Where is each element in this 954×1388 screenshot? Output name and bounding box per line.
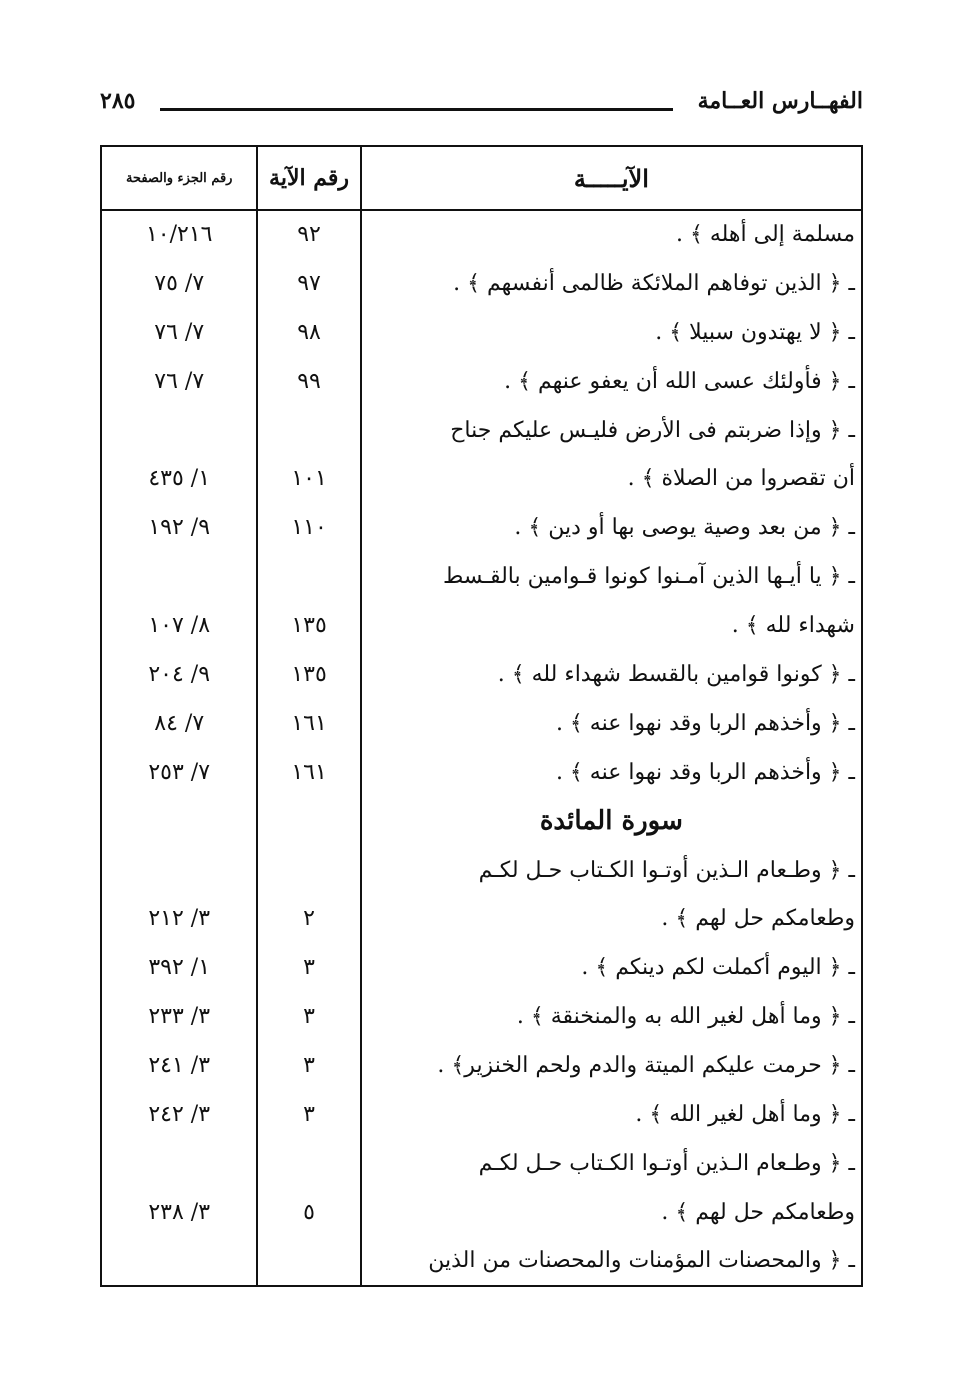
verse-text: ـ ﴿ والمحصنات المؤمنات والمحصنات من الذين (361, 1237, 862, 1286)
verse-text: ـ ﴿ وطـعام الـذين أوتـوا الكـتاب حـل لكـم (361, 846, 862, 895)
verse-text: ـ ﴿ وأخذهم الربا وقد نهوا عنه ﴾ . (361, 699, 862, 748)
ayah-number: ١١٠ (257, 503, 360, 552)
table-row (101, 894, 862, 943)
header-volume-page: رقم الجزء والصفحة (101, 146, 257, 210)
header-ayah-number: رقم الآية (257, 146, 360, 210)
volume-page-ref (101, 846, 257, 895)
volume-page-ref: ٧/ ٧٥ (101, 259, 257, 308)
verse-text: ـ ﴿ وإذا ضربتم فى الأرض فليـس عليكم جناح (361, 406, 862, 455)
running-title: الفهــارس العــامة (697, 88, 863, 114)
volume-page-ref (101, 1237, 257, 1286)
table-row (101, 406, 862, 455)
table-row (101, 601, 862, 650)
volume-page-ref: ٣/ ٢١٢ (101, 894, 257, 943)
volume-page-ref (101, 1139, 257, 1188)
ayah-number (257, 552, 360, 601)
table-row (101, 210, 862, 259)
ayah-number: ٣ (257, 992, 360, 1041)
volume-page-ref: ١/ ٤٣٥ (101, 454, 257, 503)
ayah-number (257, 1139, 360, 1188)
ayah-number: ٢ (257, 894, 360, 943)
volume-page-ref (101, 797, 257, 846)
verse-text: ـ ﴿ وطـعام الـذين أوتـوا الكـتاب حـل لكـم (361, 1139, 862, 1188)
table-row (101, 1041, 862, 1090)
verse-index-table (100, 145, 863, 1287)
verse-text: ـ ﴿ لا يهتدون سبيلا ﴾ . (361, 308, 862, 357)
verse-text: شهداء لله ﴾ . (361, 601, 862, 650)
volume-page-ref (101, 552, 257, 601)
table-row (101, 943, 862, 992)
verse-text: أن تقصروا من الصلاة ﴾ . (361, 454, 862, 503)
volume-page-ref: ٩/ ٢٠٤ (101, 650, 257, 699)
verse-text: ـ ﴿ اليوم أكملت لكم دينكم ﴾ . (361, 943, 862, 992)
ayah-number: ١٣٥ (257, 650, 360, 699)
ayah-number: ٣ (257, 1041, 360, 1090)
table-row (101, 1139, 862, 1188)
verse-text: ـ ﴿ حرمت عليكم الميتة والدم ولحم الخنزير﴾ . (361, 1041, 862, 1090)
table-row (101, 846, 862, 895)
verse-text: ـ ﴿ الذين توفاهم الملائكة ظالمى أنفسهم ﴾ . (361, 259, 862, 308)
verse-text: ـ ﴿ كونوا قوامين بالقسط شهداء لله ﴾ . (361, 650, 862, 699)
verse-text: مسلمة إلى أهله ﴾ . (361, 210, 862, 259)
volume-page-ref: ٣/ ٢٤٢ (101, 1090, 257, 1139)
page-header (100, 86, 863, 126)
ayah-number: ٥ (257, 1188, 360, 1237)
table-row (101, 503, 862, 552)
volume-page-ref: ٧/ ٧٦ (101, 308, 257, 357)
volume-page-ref: ٣/ ٢٣٣ (101, 992, 257, 1041)
verse-text: ـ ﴿ وما أهل لغير الله به والمنخنقة ﴾ . (361, 992, 862, 1041)
verse-text: ـ ﴿ وما أهل لغير الله ﴾ . (361, 1090, 862, 1139)
verse-text: ـ ﴿ من بعد وصية يوصى بها أو دين ﴾ . (361, 503, 862, 552)
surah-heading-row (101, 797, 862, 846)
verse-text: ـ ﴿ يا أيـها الذين آمـنوا كونوا قـوامين بالقـسط (361, 552, 862, 601)
table-row (101, 1090, 862, 1139)
volume-page-ref: ٣/ ٢٤١ (101, 1041, 257, 1090)
table-row (101, 699, 862, 748)
volume-page-ref: ٨/ ١٠٧ (101, 601, 257, 650)
ayah-number: ٩٧ (257, 259, 360, 308)
header-verse: الآيـــــة (361, 146, 862, 210)
ayah-number: ١٦١ (257, 699, 360, 748)
volume-page-ref (101, 406, 257, 455)
surah-title: سورة المائدة (361, 797, 862, 846)
ayah-number (257, 1237, 360, 1286)
volume-page-ref: ٧/ ٨٤ (101, 699, 257, 748)
volume-page-ref: ٣/ ٢٣٨ (101, 1188, 257, 1237)
table-row (101, 1237, 862, 1286)
table-row (101, 748, 862, 797)
header-rule (160, 108, 673, 111)
table-row (101, 308, 862, 357)
ayah-number (257, 797, 360, 846)
table-row (101, 454, 862, 503)
ayah-number: ٩٨ (257, 308, 360, 357)
verse-text: ـ ﴿ فأولئك عسى الله أن يعفو عنهم ﴾ . (361, 357, 862, 406)
table-row (101, 552, 862, 601)
table-row (101, 1188, 862, 1237)
ayah-number: ١٦١ (257, 748, 360, 797)
ayah-number: ٩٢ (257, 210, 360, 259)
verse-text: ـ ﴿ وأخذهم الربا وقد نهوا عنه ﴾ . (361, 748, 862, 797)
volume-page-ref: ١٠/٢١٦ (101, 210, 257, 259)
table-row (101, 357, 862, 406)
volume-page-ref: ٧/ ٧٦ (101, 357, 257, 406)
ayah-number: ٩٩ (257, 357, 360, 406)
table-header-row (101, 146, 862, 210)
verse-text: وطعامكم حل لهم ﴾ . (361, 1188, 862, 1237)
verse-text: وطعامكم حل لهم ﴾ . (361, 894, 862, 943)
table-row (101, 992, 862, 1041)
volume-page-ref: ١/ ٣٩٢ (101, 943, 257, 992)
volume-page-ref: ٩/ ١٩٢ (101, 503, 257, 552)
volume-page-ref: ٧/ ٢٥٣ (101, 748, 257, 797)
ayah-number (257, 846, 360, 895)
table-row (101, 650, 862, 699)
page-number: ٢٨٥ (100, 88, 136, 114)
ayah-number: ٣ (257, 1090, 360, 1139)
ayah-number: ١٠١ (257, 454, 360, 503)
table-row (101, 259, 862, 308)
ayah-number: ١٣٥ (257, 601, 360, 650)
ayah-number (257, 406, 360, 455)
ayah-number: ٣ (257, 943, 360, 992)
